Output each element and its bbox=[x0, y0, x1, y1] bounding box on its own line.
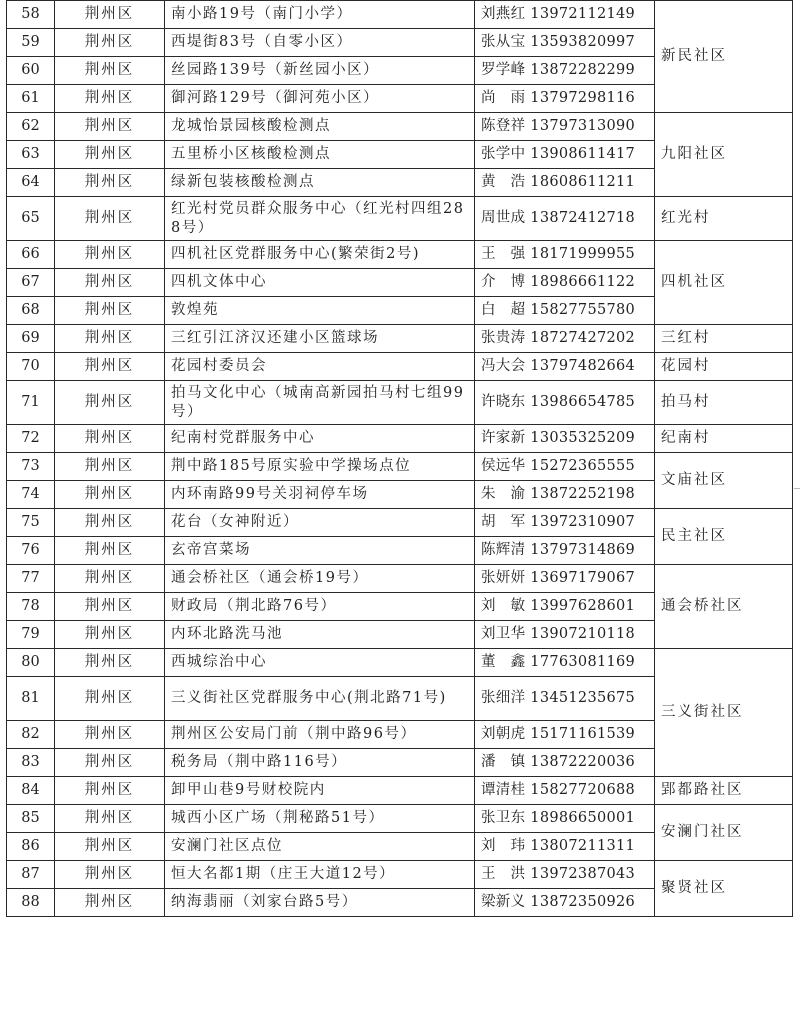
contact-cell: 刘 敏 13997628601 bbox=[475, 593, 655, 621]
district-cell: 荆州区 bbox=[55, 481, 165, 509]
district-cell: 荆州区 bbox=[55, 425, 165, 453]
district-cell: 荆州区 bbox=[55, 297, 165, 325]
community-cell: 文庙社区 bbox=[655, 453, 793, 509]
table-row bbox=[7, 381, 793, 425]
community-cell: 聚贤社区 bbox=[655, 861, 793, 917]
contact-cell: 刘朝虎 15171161539 bbox=[475, 721, 655, 749]
row-number: 77 bbox=[7, 565, 55, 593]
contact-cell: 陈登祥 13797313090 bbox=[475, 113, 655, 141]
site-cell: 内环北路洗马池 bbox=[165, 621, 475, 649]
district-cell: 荆州区 bbox=[55, 749, 165, 777]
row-number: 65 bbox=[7, 197, 55, 241]
site-cell: 拍马文化中心（城南高新园拍马村七组99号） bbox=[165, 381, 475, 425]
table-row bbox=[7, 353, 793, 381]
contact-cell: 张从宝 13593820997 bbox=[475, 29, 655, 57]
site-cell: 红光村党员群众服务中心（红光村四组288号） bbox=[165, 197, 475, 241]
row-number: 69 bbox=[7, 325, 55, 353]
table-row bbox=[7, 453, 793, 481]
district-cell: 荆州区 bbox=[55, 621, 165, 649]
district-cell: 荆州区 bbox=[55, 509, 165, 537]
table-row bbox=[7, 777, 793, 805]
row-number: 82 bbox=[7, 721, 55, 749]
contact-cell: 许家新 13035325209 bbox=[475, 425, 655, 453]
district-cell: 荆州区 bbox=[55, 113, 165, 141]
row-number: 87 bbox=[7, 861, 55, 889]
site-cell: 城西小区广场（荆秘路51号） bbox=[165, 805, 475, 833]
community-cell: 拍马村 bbox=[655, 381, 793, 425]
district-cell: 荆州区 bbox=[55, 721, 165, 749]
row-number: 74 bbox=[7, 481, 55, 509]
district-cell: 荆州区 bbox=[55, 325, 165, 353]
row-number: 83 bbox=[7, 749, 55, 777]
community-cell: 三红村 bbox=[655, 325, 793, 353]
row-number: 66 bbox=[7, 241, 55, 269]
site-cell: 卸甲山巷9号财校院内 bbox=[165, 777, 475, 805]
site-cell: 西堤街83号（自零小区） bbox=[165, 29, 475, 57]
site-cell: 五里桥小区核酸检测点 bbox=[165, 141, 475, 169]
district-cell: 荆州区 bbox=[55, 197, 165, 241]
contact-cell: 侯远华 15272365555 bbox=[475, 453, 655, 481]
community-cell: 三义街社区 bbox=[655, 649, 793, 777]
contact-cell: 张妍妍 13697179067 bbox=[475, 565, 655, 593]
contact-cell: 张贵涛 18727427202 bbox=[475, 325, 655, 353]
contact-cell: 刘卫华 13907210118 bbox=[475, 621, 655, 649]
district-cell: 荆州区 bbox=[55, 593, 165, 621]
site-cell: 纪南村党群服务中心 bbox=[165, 425, 475, 453]
district-cell: 荆州区 bbox=[55, 777, 165, 805]
district-cell: 荆州区 bbox=[55, 861, 165, 889]
testing-sites-table bbox=[6, 0, 793, 917]
contact-cell: 尚 雨 13797298116 bbox=[475, 85, 655, 113]
community-cell: 红光村 bbox=[655, 197, 793, 241]
table-row bbox=[7, 649, 793, 677]
row-number: 84 bbox=[7, 777, 55, 805]
contact-cell: 刘燕红 13972112149 bbox=[475, 1, 655, 29]
row-number: 80 bbox=[7, 649, 55, 677]
contact-cell: 周世成 13872412718 bbox=[475, 197, 655, 241]
table-row bbox=[7, 1, 793, 29]
contact-cell: 张细洋 13451235675 bbox=[475, 677, 655, 721]
contact-cell: 冯大会 13797482664 bbox=[475, 353, 655, 381]
site-cell: 荆州区公安局门前（荆中路96号） bbox=[165, 721, 475, 749]
contact-cell: 朱 渝 13872252198 bbox=[475, 481, 655, 509]
site-cell: 纳海翡丽（刘家台路5号） bbox=[165, 889, 475, 917]
contact-cell: 胡 军 13972310907 bbox=[475, 509, 655, 537]
row-number: 88 bbox=[7, 889, 55, 917]
district-cell: 荆州区 bbox=[55, 649, 165, 677]
site-cell: 安澜门社区点位 bbox=[165, 833, 475, 861]
site-cell: 花台（女神附近） bbox=[165, 509, 475, 537]
site-cell: 三义街社区党群服务中心(荆北路71号) bbox=[165, 677, 475, 721]
contact-cell: 张卫东 18986650001 bbox=[475, 805, 655, 833]
contact-cell: 王 洪 13972387043 bbox=[475, 861, 655, 889]
site-cell: 绿新包装核酸检测点 bbox=[165, 169, 475, 197]
table-row bbox=[7, 325, 793, 353]
district-cell: 荆州区 bbox=[55, 353, 165, 381]
table-row bbox=[7, 509, 793, 537]
row-number: 86 bbox=[7, 833, 55, 861]
community-cell: 郢都路社区 bbox=[655, 777, 793, 805]
contact-cell: 梁新义 13872350926 bbox=[475, 889, 655, 917]
community-cell: 通会桥社区 bbox=[655, 565, 793, 649]
district-cell: 荆州区 bbox=[55, 29, 165, 57]
site-cell: 御河路129号（御河苑小区） bbox=[165, 85, 475, 113]
edge-mark bbox=[794, 488, 800, 489]
row-number: 64 bbox=[7, 169, 55, 197]
table-row bbox=[7, 241, 793, 269]
contact-cell: 罗学峰 13872282299 bbox=[475, 57, 655, 85]
contact-cell: 谭清桂 15827720688 bbox=[475, 777, 655, 805]
contact-cell: 陈辉清 13797314869 bbox=[475, 537, 655, 565]
contact-cell: 张学中 13908611417 bbox=[475, 141, 655, 169]
district-cell: 荆州区 bbox=[55, 57, 165, 85]
site-cell: 敦煌苑 bbox=[165, 297, 475, 325]
district-cell: 荆州区 bbox=[55, 85, 165, 113]
row-number: 81 bbox=[7, 677, 55, 721]
row-number: 67 bbox=[7, 269, 55, 297]
district-cell: 荆州区 bbox=[55, 805, 165, 833]
table-row bbox=[7, 861, 793, 889]
row-number: 61 bbox=[7, 85, 55, 113]
community-cell: 九阳社区 bbox=[655, 113, 793, 197]
site-cell: 四机社区党群服务中心(繁荣街2号) bbox=[165, 241, 475, 269]
row-number: 68 bbox=[7, 297, 55, 325]
table-row bbox=[7, 805, 793, 833]
district-cell: 荆州区 bbox=[55, 1, 165, 29]
row-number: 63 bbox=[7, 141, 55, 169]
community-cell: 花园村 bbox=[655, 353, 793, 381]
row-number: 71 bbox=[7, 381, 55, 425]
district-cell: 荆州区 bbox=[55, 381, 165, 425]
community-cell: 纪南村 bbox=[655, 425, 793, 453]
site-cell: 西城综治中心 bbox=[165, 649, 475, 677]
site-cell: 南小路19号（南门小学） bbox=[165, 1, 475, 29]
contact-cell: 王 强 18171999955 bbox=[475, 241, 655, 269]
table-body bbox=[7, 1, 793, 917]
contact-cell: 董 鑫 17763081169 bbox=[475, 649, 655, 677]
row-number: 73 bbox=[7, 453, 55, 481]
site-cell: 通会桥社区（通会桥19号） bbox=[165, 565, 475, 593]
row-number: 62 bbox=[7, 113, 55, 141]
row-number: 59 bbox=[7, 29, 55, 57]
district-cell: 荆州区 bbox=[55, 169, 165, 197]
site-cell: 内环南路99号关羽祠停车场 bbox=[165, 481, 475, 509]
district-cell: 荆州区 bbox=[55, 141, 165, 169]
row-number: 58 bbox=[7, 1, 55, 29]
table-row bbox=[7, 197, 793, 241]
district-cell: 荆州区 bbox=[55, 565, 165, 593]
district-cell: 荆州区 bbox=[55, 453, 165, 481]
district-cell: 荆州区 bbox=[55, 269, 165, 297]
row-number: 60 bbox=[7, 57, 55, 85]
row-number: 72 bbox=[7, 425, 55, 453]
row-number: 79 bbox=[7, 621, 55, 649]
contact-cell: 许晓东 13986654785 bbox=[475, 381, 655, 425]
site-cell: 恒大名都1期（庄王大道12号） bbox=[165, 861, 475, 889]
site-cell: 丝园路139号（新丝园小区） bbox=[165, 57, 475, 85]
site-cell: 四机文体中心 bbox=[165, 269, 475, 297]
table-row bbox=[7, 425, 793, 453]
site-cell: 财政局（荆北路76号） bbox=[165, 593, 475, 621]
row-number: 85 bbox=[7, 805, 55, 833]
site-cell: 税务局（荆中路116号） bbox=[165, 749, 475, 777]
contact-cell: 介 博 18986661122 bbox=[475, 269, 655, 297]
contact-cell: 黄 浩 18608611211 bbox=[475, 169, 655, 197]
table-row bbox=[7, 565, 793, 593]
contact-cell: 刘 玮 13807211311 bbox=[475, 833, 655, 861]
row-number: 78 bbox=[7, 593, 55, 621]
row-number: 70 bbox=[7, 353, 55, 381]
row-number: 75 bbox=[7, 509, 55, 537]
site-cell: 玄帝宫菜场 bbox=[165, 537, 475, 565]
district-cell: 荆州区 bbox=[55, 241, 165, 269]
community-cell: 四机社区 bbox=[655, 241, 793, 325]
community-cell: 新民社区 bbox=[655, 1, 793, 113]
site-cell: 龙城怡景园核酸检测点 bbox=[165, 113, 475, 141]
district-cell: 荆州区 bbox=[55, 833, 165, 861]
contact-cell: 潘 镇 13872220036 bbox=[475, 749, 655, 777]
community-cell: 民主社区 bbox=[655, 509, 793, 565]
row-number: 76 bbox=[7, 537, 55, 565]
district-cell: 荆州区 bbox=[55, 537, 165, 565]
district-cell: 荆州区 bbox=[55, 677, 165, 721]
contact-cell: 白 超 15827755780 bbox=[475, 297, 655, 325]
table-row bbox=[7, 113, 793, 141]
site-cell: 花园村委员会 bbox=[165, 353, 475, 381]
site-cell: 荆中路185号原实验中学操场点位 bbox=[165, 453, 475, 481]
community-cell: 安澜门社区 bbox=[655, 805, 793, 861]
site-cell: 三红引江济汉还建小区篮球场 bbox=[165, 325, 475, 353]
district-cell: 荆州区 bbox=[55, 889, 165, 917]
